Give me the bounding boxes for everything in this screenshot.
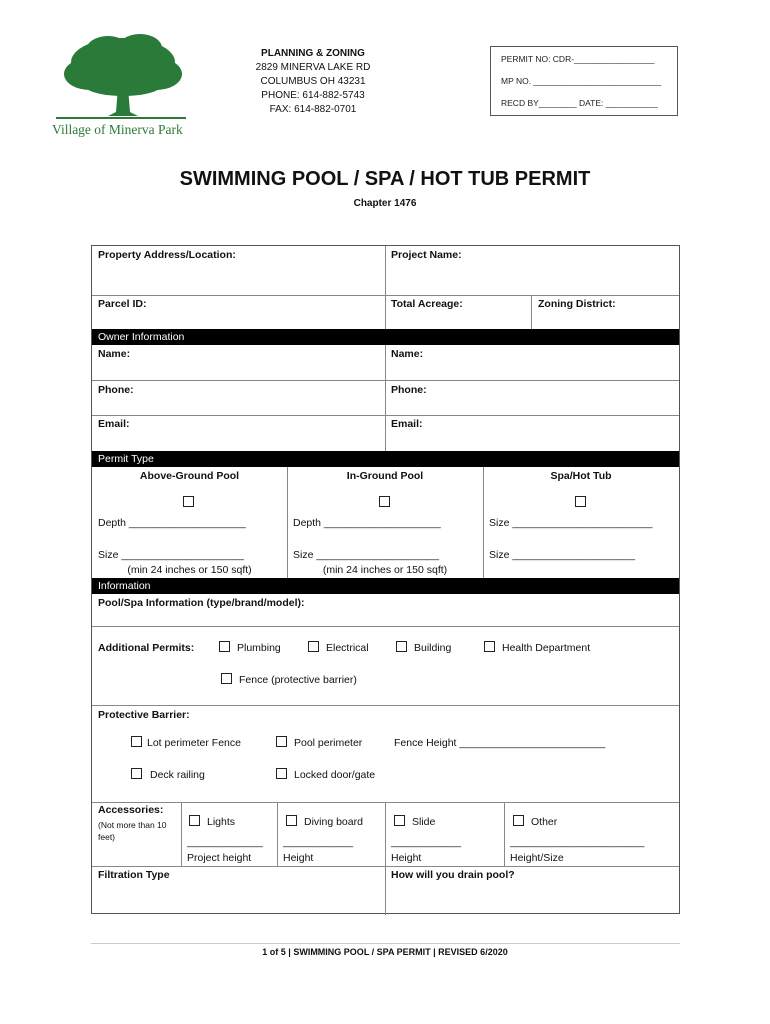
contractor-name-label: Name: [391,348,424,360]
accessories-note: (Not more than 10 feet) [98,820,167,842]
lot-perimeter-fence-checkbox[interactable] [131,736,142,747]
pool-perimeter-label: Pool perimeter [294,737,363,749]
project-name-label: Project Name: [391,249,462,261]
health-department-label: Health Department [502,642,591,654]
above-ground-size-field[interactable]: Size _____________________ [98,549,244,561]
plumbing-label: Plumbing [237,642,281,654]
divider [385,802,386,915]
fence-permit-label: Fence (protective barrier) [239,674,357,686]
locked-door-gate-label: Locked door/gate [294,769,376,781]
village-name: Village of Minerva Park [52,122,183,137]
divider [385,246,386,329]
permit-no-field[interactable]: PERMIT NO: CDR-_________________ [501,54,655,64]
in-ground-pool-title: In-Ground Pool [346,470,424,482]
department-name: PLANNING & ZONING [261,48,365,59]
health-department-checkbox[interactable] [484,641,495,652]
building-checkbox[interactable] [396,641,407,652]
city-state-zip: COLUMBUS OH 43231 [260,76,366,87]
contractor-email-label: Email: [391,418,423,430]
slide-checkbox[interactable] [394,815,405,826]
divider [92,380,679,381]
slide-label: Slide [412,816,436,828]
oak-tree-icon [48,32,198,122]
street-address: 2829 MINERVA LAKE RD [255,62,371,73]
electrical-checkbox[interactable] [308,641,319,652]
divider [92,866,679,867]
divider [181,802,182,866]
lights-checkbox[interactable] [189,815,200,826]
in-ground-pool-checkbox[interactable] [379,496,390,507]
lights-blank[interactable]: _____________ [187,836,263,848]
lights-height-label: Project height [187,852,252,864]
page-footer [0,947,770,957]
above-ground-depth-field[interactable]: Depth ____________________ [98,517,246,529]
divider [385,345,386,451]
contractor-phone-label: Phone: [391,384,427,396]
page-title: SWIMMING POOL / SPA / HOT TUB PERMIT [179,168,591,190]
information-header: Information [92,578,679,594]
additional-permits-label: Additional Permits: [98,642,195,654]
slide-blank[interactable]: ____________ [391,836,462,848]
zoning-district-label: Zoning District: [538,298,616,310]
footer-divider [91,943,680,944]
divider [287,467,288,578]
footer-text: | SWIMMING POOL / SPA PERMIT | REVISED 6/2020 [288,947,508,957]
protective-barrier-label: Protective Barrier: [98,709,190,721]
permit-type-header: Permit Type [92,451,679,467]
divider [531,295,532,329]
electrical-label: Electrical [326,642,369,654]
received-by-field[interactable]: RECD BY________ DATE: ___________ [501,98,658,108]
owner-phone-label: Phone: [98,384,134,396]
chapter-subtitle: Chapter 1476 [353,198,417,209]
building-label: Building [414,642,452,654]
diving-board-label: Diving board [304,816,363,828]
diving-board-blank[interactable]: ____________ [283,836,354,848]
accessories-label: Accessories: [98,804,164,816]
above-ground-pool-title: Above-Ground Pool [139,470,240,482]
spa-size-field-1[interactable]: Size ________________________ [489,517,653,529]
diving-board-height-label: Height [283,852,314,864]
lot-perimeter-fence-label: Lot perimeter Fence [147,737,241,749]
other-checkbox[interactable] [513,815,524,826]
divider [277,802,278,866]
spa-size-field-2[interactable]: Size _____________________ [489,549,635,561]
in-ground-min-note: (min 24 inches or 150 sqft) [322,564,448,576]
page-number: 1 of 5 [262,947,286,957]
deck-railing-label: Deck railing [150,769,205,781]
divider [92,705,679,706]
fax-number: FAX: 614-882-0701 [269,104,357,115]
in-ground-size-field[interactable]: Size _____________________ [293,549,439,561]
plumbing-checkbox[interactable] [219,641,230,652]
village-logo [48,32,198,140]
pool-info-label: Pool/Spa Information (type/brand/model): [98,597,305,609]
divider [92,295,679,296]
divider [92,415,679,416]
other-blank[interactable]: _______________________ [510,836,645,848]
lights-label: Lights [207,816,236,828]
other-label: Other [531,816,558,828]
above-ground-min-note: (min 24 inches or 150 sqft) [127,564,252,576]
in-ground-depth-field[interactable]: Depth ____________________ [293,517,441,529]
parcel-id-label: Parcel ID: [98,298,147,310]
drain-pool-label: How will you drain pool? [391,869,515,881]
divider [504,802,505,866]
slide-height-label: Height [391,852,422,864]
office-use-box [490,46,678,116]
property-address-label: Property Address/Location: [98,249,236,261]
divider [92,626,679,627]
spa-hot-tub-title: Spa/Hot Tub [550,470,612,482]
fence-height-field[interactable]: Fence Height _________________________ [394,737,606,749]
above-ground-pool-checkbox[interactable] [183,496,194,507]
department-address [218,47,408,117]
other-height-label: Height/Size [510,852,564,864]
phone-number: PHONE: 614-882-5743 [261,90,365,101]
owner-information-header: Owner Information [92,329,679,345]
owner-email-label: Email: [98,418,130,430]
pool-perimeter-checkbox[interactable] [276,736,287,747]
deck-railing-checkbox[interactable] [131,768,142,779]
filtration-type-label: Filtration Type [98,869,170,881]
locked-door-gate-checkbox[interactable] [276,768,287,779]
spa-hot-tub-checkbox[interactable] [575,496,586,507]
divider [483,467,484,578]
diving-board-checkbox[interactable] [286,815,297,826]
mp-no-field[interactable]: MP NO. ___________________________ [501,76,662,86]
owner-name-label: Name: [98,348,131,360]
fence-permit-checkbox[interactable] [221,673,232,684]
total-acreage-label: Total Acreage: [391,298,463,310]
permit-form [91,245,680,914]
